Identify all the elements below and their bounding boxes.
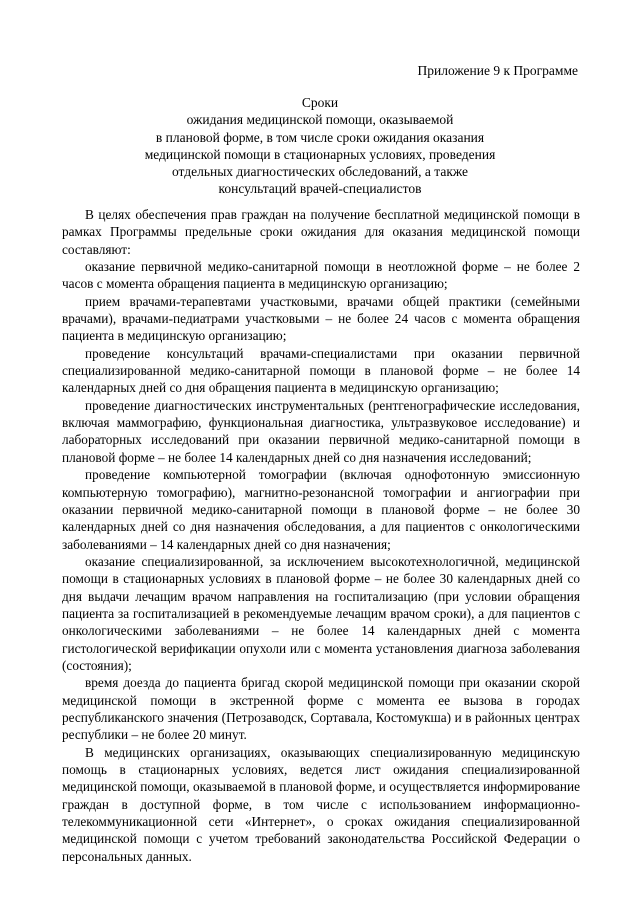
list-item-inpatient-care: оказание специализированной, за исключением высокотехнологичной, медицинской помощи в стационарных условиях в плановой форме – не более 30 календарных дней со дня выдачи лечащим врачом направления на госпитализацию (при условии обращения пациента за госпитализацией в рекомендуемые лечащим врачом сроки), а для пациентов с онкологическими заболеваниями – не более 14 календарных дней с момента гистологической верификации опухоли или с момента установления диагноза заболевания (состояния); [62,553,580,673]
list-item-tomography: проведение компьютерной томографии (включая однофотонную эмиссионную компьютерную томографию), магнитно-резонансной томографии и ангиографии при оказании первичной медико-санитарной помощи в плановой форме – не более 30 календарных дней со дня назначения обследования, а для пациентов с онкологическими заболеваниями – 14 календарных дней со дня назначения; [62,467,580,552]
title-line: в плановой форме, в том числе сроки ожидания оказания [155,129,485,145]
document-title [0,94,640,198]
list-item-diagnostic-tests: проведение диагностических инструментальных (рентгенографические исследования, включая маммографию, функциональная диагностика, ультразвуковое исследование) и лабораторных исследований при оказании первичной медико-санитарной помощи в плановой форме – не более 14 календарных дней со дня назначения исследований; [62,397,580,465]
document-body [62,206,580,865]
title-line: ожидания медицинской помощи, оказываемой [186,112,454,128]
list-item-therapist-reception: прием врачами-терапевтами участковыми, врачами общей практики (семейными врачами), врачами-педиатрами участковыми – не более 24 часов с момента обращения пациента в медицинскую организацию; [62,293,580,344]
list-item-emergency-primary-care: оказание первичной медико-санитарной помощи в неотложной форме – не более 2 часов с момента обращения пациента в медицинскую организацию; [62,259,580,292]
list-item-specialist-consultations: проведение консультаций врачами-специалистами при оказании первичной специализированной медико-санитарной помощи в плановой форме – не более 14 календарных дней со дня обращения пациента в медицинскую организацию; [62,345,580,396]
appendix-reference: Приложение 9 к Программе [417,63,578,78]
title-line: Сроки [301,95,339,110]
title-line: медицинской помощи в стационарных условиях, проведения [144,146,496,162]
list-item-ambulance-arrival: время доезда до пациента бригад скорой медицинской помощи при оказании скорой медицинской помощи в экстренной форме с момента ее вызова в городах республиканского значения (Петрозаводск, Сортавала, Костомукша) и в районных центрах республики – не более 20 минут. [62,675,580,743]
title-line: отдельных диагностических обследований, а также [171,164,469,180]
title-line: консультаций врачей-специалистов [218,181,422,197]
closing-paragraph: В медицинских организациях, оказывающих специализированную медицинскую помощь в стационарных условиях, ведется лист ожидания специализированной медицинской помощи, оказываемой в плановой форме, и осуществляется информирование граждан в доступной форме, в том числе с использованием информационно-телекоммуникационной сети «Интернет», о сроках ожидания специализированной медицинской помощи с учетом требований законодательства Российской Федерации о персональных данных. [62,744,580,864]
intro-paragraph: В целях обеспечения прав граждан на получение бесплатной медицинской помощи в рамках Программы предельные сроки ожидания для оказания медицинской помощи составляют: [62,207,580,257]
